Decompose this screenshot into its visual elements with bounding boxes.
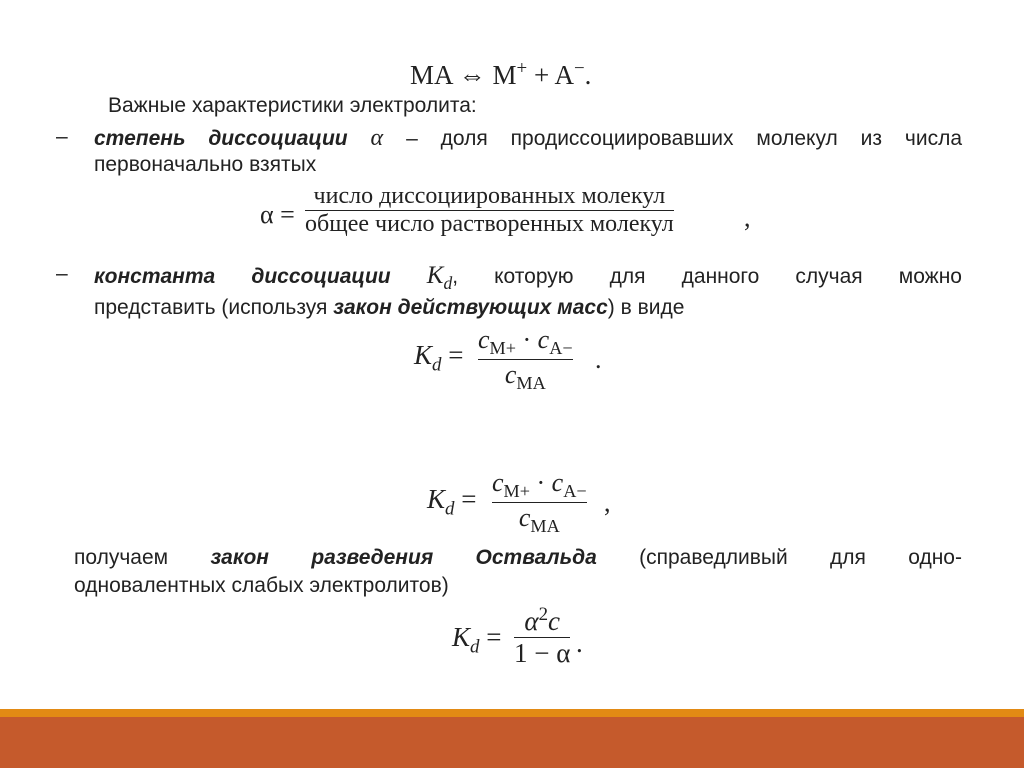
item1-rest: – доля продиссоциировавших молекул из числа [406, 127, 963, 150]
ostwald-lhs: $K_d$ = [452, 622, 502, 658]
kd2-fraction [492, 468, 587, 537]
accent-stripe [0, 709, 1024, 717]
ostwald-fraction [514, 604, 570, 669]
term-ostwald-law: закон разведения Оствальда [210, 546, 597, 569]
bullet-1: – [56, 125, 68, 148]
kd2-denominator: $c_{MA}$ [518, 503, 560, 537]
kd-denominator: $c_{MA}$ [504, 360, 546, 394]
alpha-symbol: α [370, 125, 384, 151]
ostwald-numerator: $\alpha^2c$ [524, 604, 560, 636]
kd-trail: . [595, 345, 602, 374]
kd2-numerator: $c_{M+} \cdot c_{A-}$ [492, 468, 587, 502]
item2-line2: представить (используя закон действующих масс) в виде [94, 296, 685, 319]
kd-symbol: $K_d$ [426, 262, 453, 293]
kd-lhs: $K_d$ = [414, 340, 464, 376]
term-mass-action-law: закон действующих масс [333, 296, 608, 319]
alpha-trail: , [744, 203, 751, 232]
ostwald-line2: одновалентных слабых электролитов) [74, 574, 449, 597]
item1-line1 [94, 125, 962, 152]
alpha-denominator: общее число растворенных молекул [305, 211, 674, 237]
bullet-2: – [56, 262, 68, 285]
plus-sign: + [533, 60, 550, 90]
kd2-trail: , [604, 488, 611, 517]
cation: M+ [492, 58, 528, 90]
term-dissociation-constant: константа диссоциации [94, 265, 391, 288]
alpha-lhs: α = [260, 200, 295, 229]
footer-band [0, 717, 1024, 768]
alpha-numerator: число диссоциированных молекул [313, 183, 666, 209]
heading: Важные характеристики электролита: [108, 94, 477, 117]
item2-rest: , которую для данного случая можно [452, 265, 962, 288]
anion: A− [554, 58, 585, 90]
ostwald-trail: . [576, 628, 583, 658]
equilibrium-arrow: ⇔ [458, 60, 486, 90]
reaction-equation: MA ⇔ M+ + A−. [410, 58, 592, 90]
item2-line1 [94, 262, 962, 294]
reaction-left: MA [410, 60, 453, 90]
kd2-lhs: $K_d$ = [427, 484, 477, 520]
term-dissociation-degree: степень диссоциации [94, 127, 348, 150]
alpha-fraction [305, 183, 674, 238]
kd-fraction [478, 325, 573, 394]
ostwald-line1: получаем закон разведения Оствальда (справедливый для одно- [74, 546, 962, 569]
kd-numerator: $c_{M+} \cdot c_{A-}$ [478, 325, 573, 359]
item1-line2: первоначально взятых [94, 153, 317, 176]
ostwald-denominator: 1 − α [514, 638, 571, 668]
